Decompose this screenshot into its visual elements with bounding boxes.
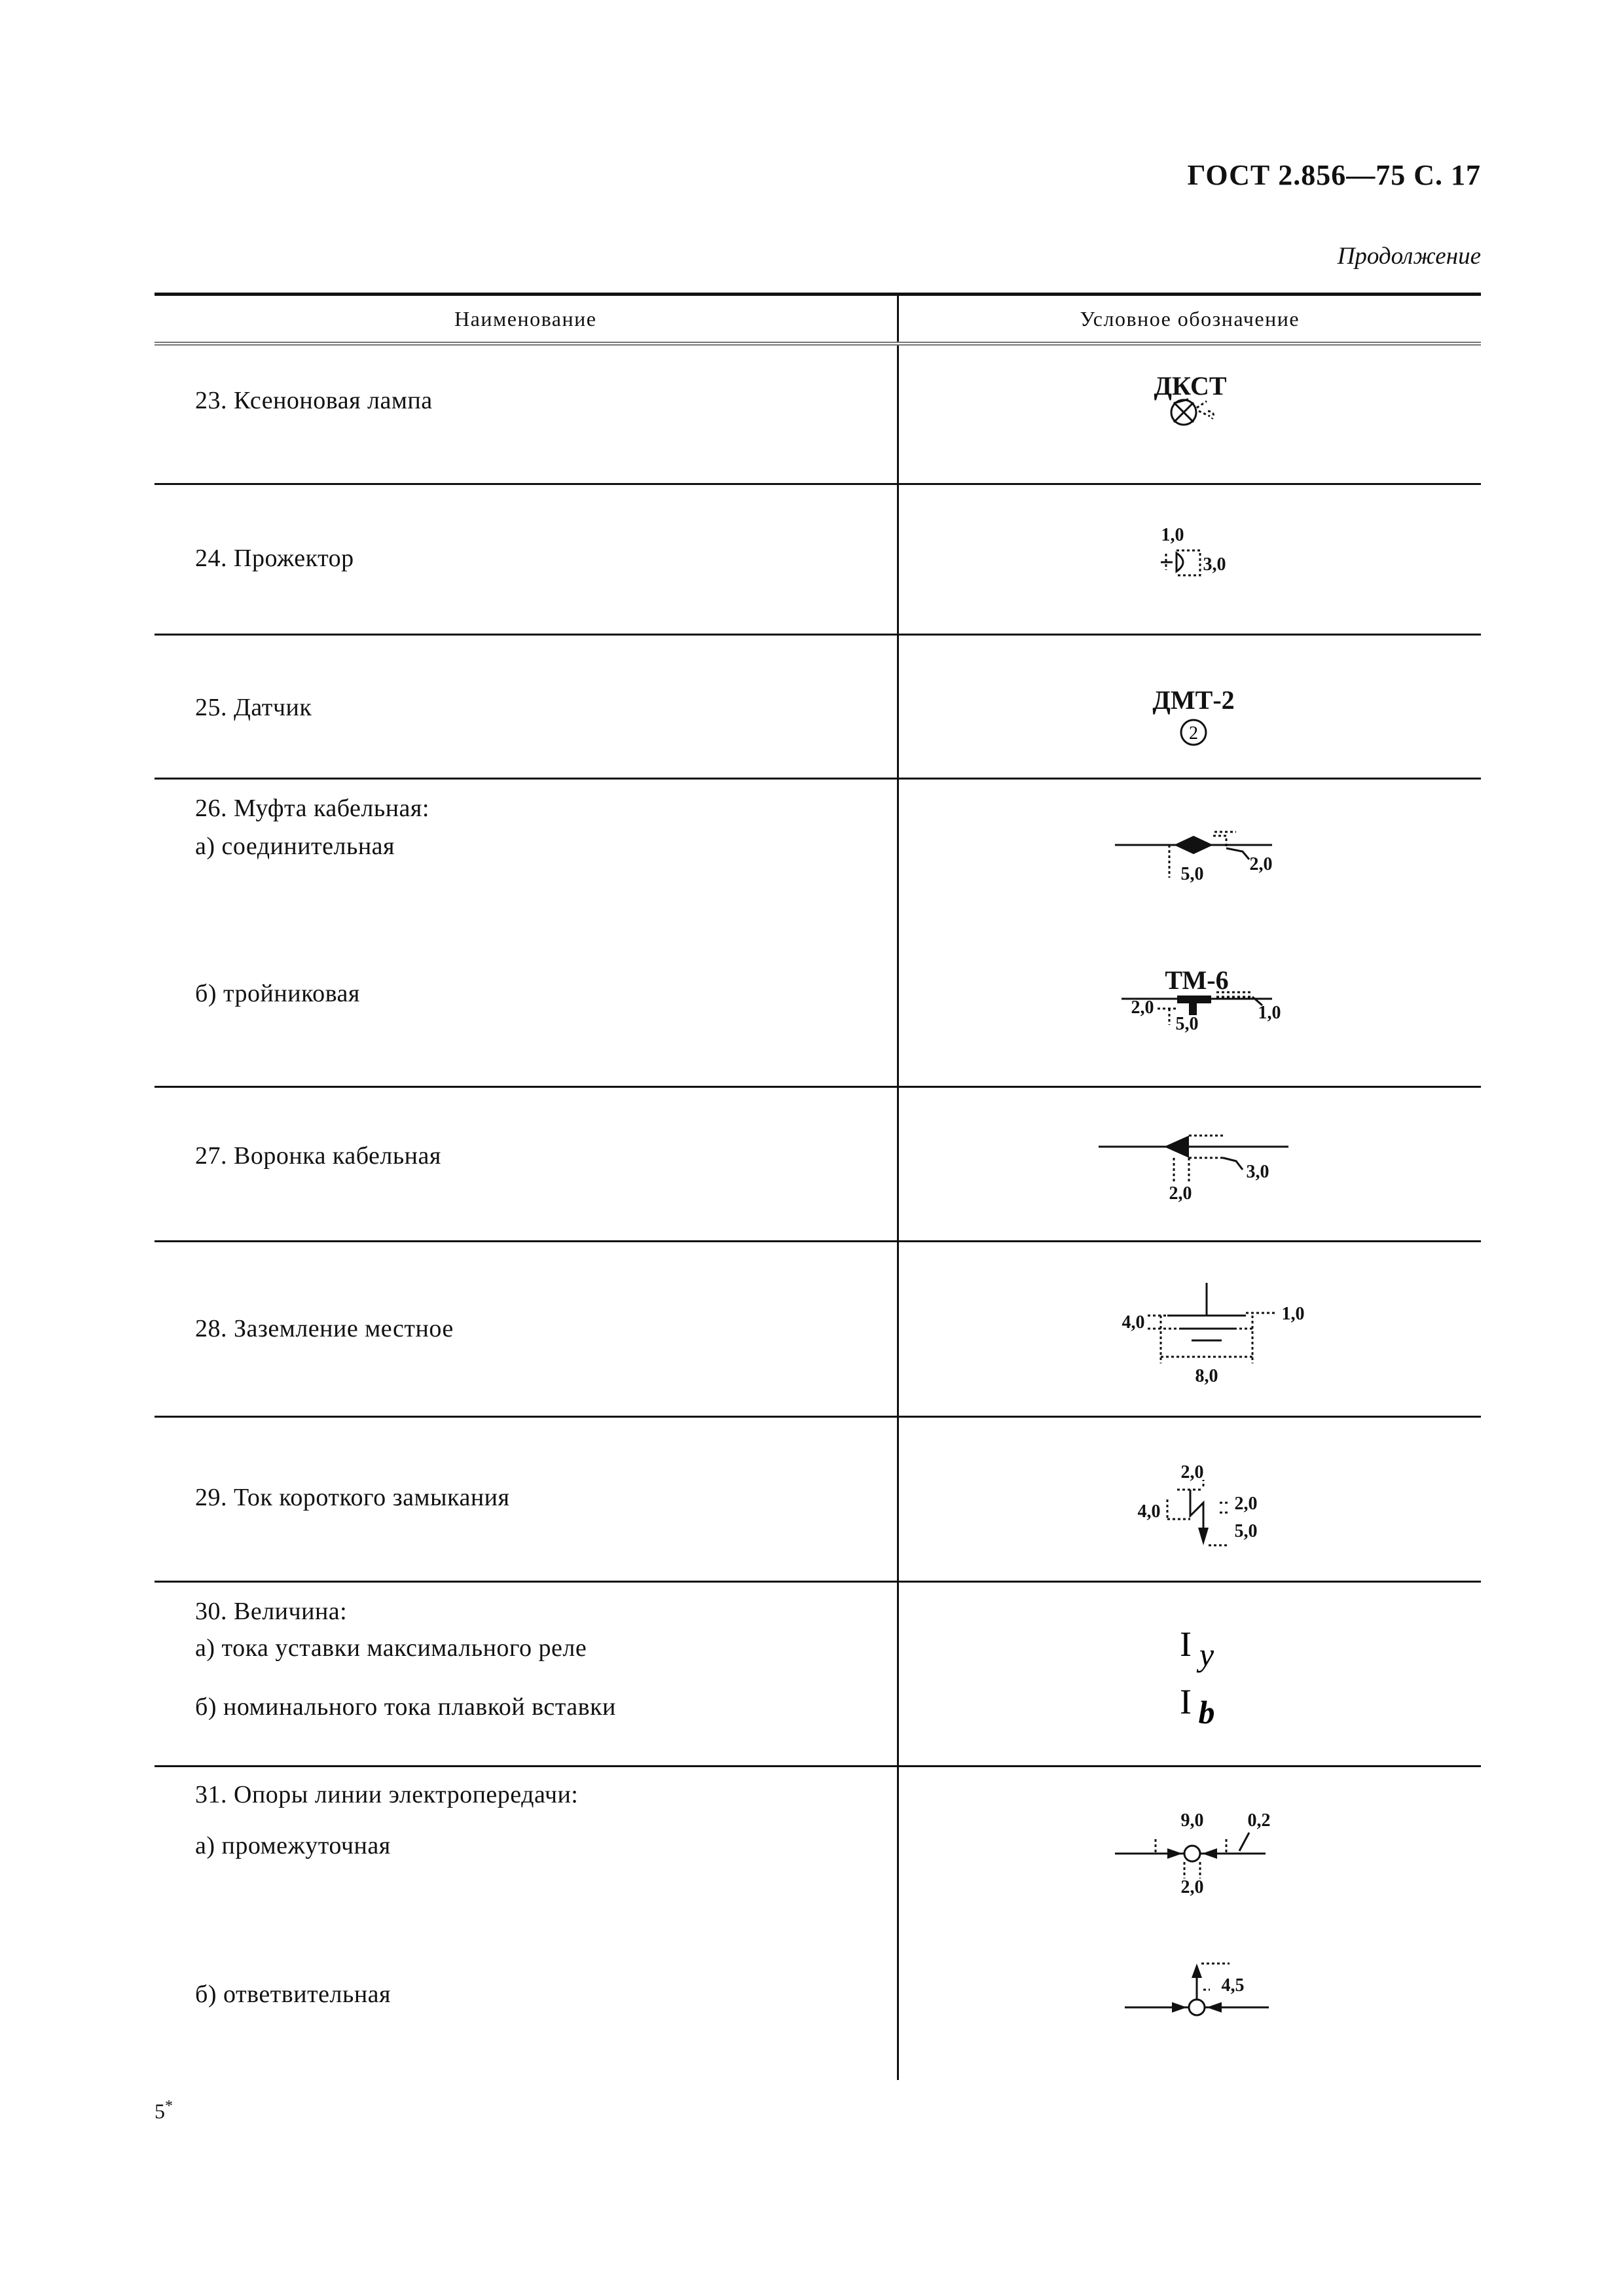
tee-dim-2: 5,0: [1175, 1013, 1198, 1034]
short-circuit-dim-4: 5,0: [1234, 1520, 1257, 1541]
table-row: [155, 1581, 1481, 1766]
table-row: [155, 484, 1481, 634]
tee-stem-shape: [1189, 1002, 1197, 1015]
short-circuit-dim-3: 2,0: [1234, 1493, 1257, 1514]
table-row: [155, 1086, 1481, 1241]
cable-coupling-symbols: [899, 780, 1482, 1088]
table-row: [155, 1766, 1481, 2080]
column-header-symbol: Условное обозначение: [898, 295, 1481, 344]
cable-funnel-symbol: [899, 1088, 1482, 1242]
coupling-diamond-shape: [1174, 836, 1213, 854]
funnel-leader-line: [1223, 1158, 1243, 1170]
intermediate-leader-line: [1239, 1833, 1249, 1851]
branch-arrow-left: [1172, 2002, 1187, 2013]
short-circuit-dim-1: 2,0: [1180, 1462, 1203, 1482]
ground-dim-1: 4,0: [1122, 1312, 1144, 1333]
page-title: ГОСТ 2.856—75 С. 17: [1187, 159, 1481, 191]
coupling-dim-1: 5,0: [1180, 863, 1203, 884]
table-row: [155, 1241, 1481, 1416]
row-23-name: 23. Ксеноновая лампа: [195, 387, 433, 414]
column-header-name: Наименование: [155, 295, 898, 344]
lamp-dimension-lines: [1197, 401, 1213, 419]
row-26a-name: а) соединительная: [195, 832, 395, 860]
funnel-triangle-shape: [1164, 1136, 1189, 1158]
fuse-current-symbol: I: [1179, 1681, 1192, 1721]
intermediate-support-circle: [1184, 1846, 1200, 1861]
quantity-symbols: [899, 1583, 1482, 1767]
projector-dim-1: 1,0: [1161, 524, 1184, 545]
intermediate-arrow-right: [1202, 1848, 1217, 1859]
tee-code: ТМ-6: [1164, 965, 1229, 995]
coupling-dim-2: 2,0: [1249, 853, 1272, 874]
intermediate-arrow-left: [1167, 1848, 1182, 1859]
funnel-dim-1: 2,0: [1169, 1183, 1192, 1204]
projector-dim-box: [1176, 550, 1200, 575]
row-31-name: 31. Опоры линии электропередачи:: [195, 1780, 579, 1808]
ground-dim-3: 1,0: [1281, 1303, 1304, 1324]
table-row: [155, 1416, 1481, 1581]
row-26b-name: б) тройниковая: [195, 979, 360, 1007]
ground-dim-lines: [1148, 1313, 1275, 1363]
branch-arrow-up: [1192, 1964, 1202, 1978]
intermediate-dim-2: 0,2: [1247, 1810, 1270, 1831]
short-circuit-zigzag-line: [1190, 1490, 1203, 1529]
projector-symbol: [899, 485, 1482, 636]
relay-current-symbol: I: [1179, 1624, 1192, 1664]
row-28-name: 28. Заземление местное: [195, 1314, 454, 1342]
table-row: [155, 634, 1481, 778]
short-circuit-arrow-shape: [1198, 1528, 1209, 1545]
projector-dim-2: 3,0: [1203, 554, 1226, 575]
lamp-code: ДКСТ: [1153, 371, 1227, 401]
sensor-number: 2: [1188, 723, 1198, 744]
table-row: [155, 344, 1481, 484]
branch-arrow-right: [1207, 2002, 1222, 2013]
sensor-symbol: [899, 636, 1482, 780]
intermediate-dim-1: 9,0: [1180, 1810, 1203, 1831]
local-ground-symbol: [899, 1242, 1482, 1418]
xenon-lamp-symbol: [899, 346, 1482, 486]
table-row: [155, 778, 1481, 1086]
row-24-name: 24. Прожектор: [195, 544, 354, 572]
row-25-name: 25. Датчик: [195, 693, 312, 721]
row-31a-name: а) промежуточная: [195, 1831, 391, 1859]
tee-dim-1: 2,0: [1131, 997, 1154, 1018]
projector-lamp-shape: [1176, 553, 1183, 571]
power-line-support-symbols: [899, 1767, 1482, 2081]
continuation-label: Продолжение: [1337, 243, 1481, 270]
row-30-name: 30. Величина:: [195, 1597, 348, 1625]
row-29-name: 29. Ток короткого замыкания: [195, 1483, 510, 1511]
branch-support-circle: [1189, 2000, 1205, 2015]
funnel-dim-2: 3,0: [1246, 1161, 1269, 1182]
row-31b-name: б) ответвительная: [195, 1980, 392, 2008]
intermediate-dim-3: 2,0: [1180, 1876, 1203, 1897]
row-30b-name: б) номинального тока плавкой вставки: [195, 1693, 616, 1721]
page-footer: [155, 2098, 173, 2124]
row-27-name: 27. Воронка кабельная: [195, 1141, 441, 1170]
sensor-code: ДМТ-2: [1152, 685, 1235, 715]
branch-dim-1: 4,5: [1221, 1975, 1244, 1996]
relay-current-subscript: у: [1199, 1636, 1214, 1673]
table-header-row: [155, 295, 1481, 344]
short-circuit-dim-lines: [1167, 1480, 1230, 1545]
tee-dim-3: 1,0: [1258, 1002, 1281, 1023]
row-26-name: 26. Муфта кабельная:: [195, 794, 429, 822]
fuse-current-subscript: b: [1198, 1693, 1214, 1731]
row-30a-name: а) тока уставки максимального реле: [195, 1634, 587, 1662]
coupling-leader-line: [1226, 848, 1249, 859]
page-mark: 5: [155, 2099, 165, 2123]
page-mark-star: *: [165, 2098, 173, 2115]
ground-dim-2: 8,0: [1195, 1365, 1218, 1386]
short-circuit-current-symbol: [899, 1418, 1482, 1583]
short-circuit-dim-2: 4,0: [1137, 1501, 1160, 1522]
symbols-table: [155, 293, 1481, 2080]
